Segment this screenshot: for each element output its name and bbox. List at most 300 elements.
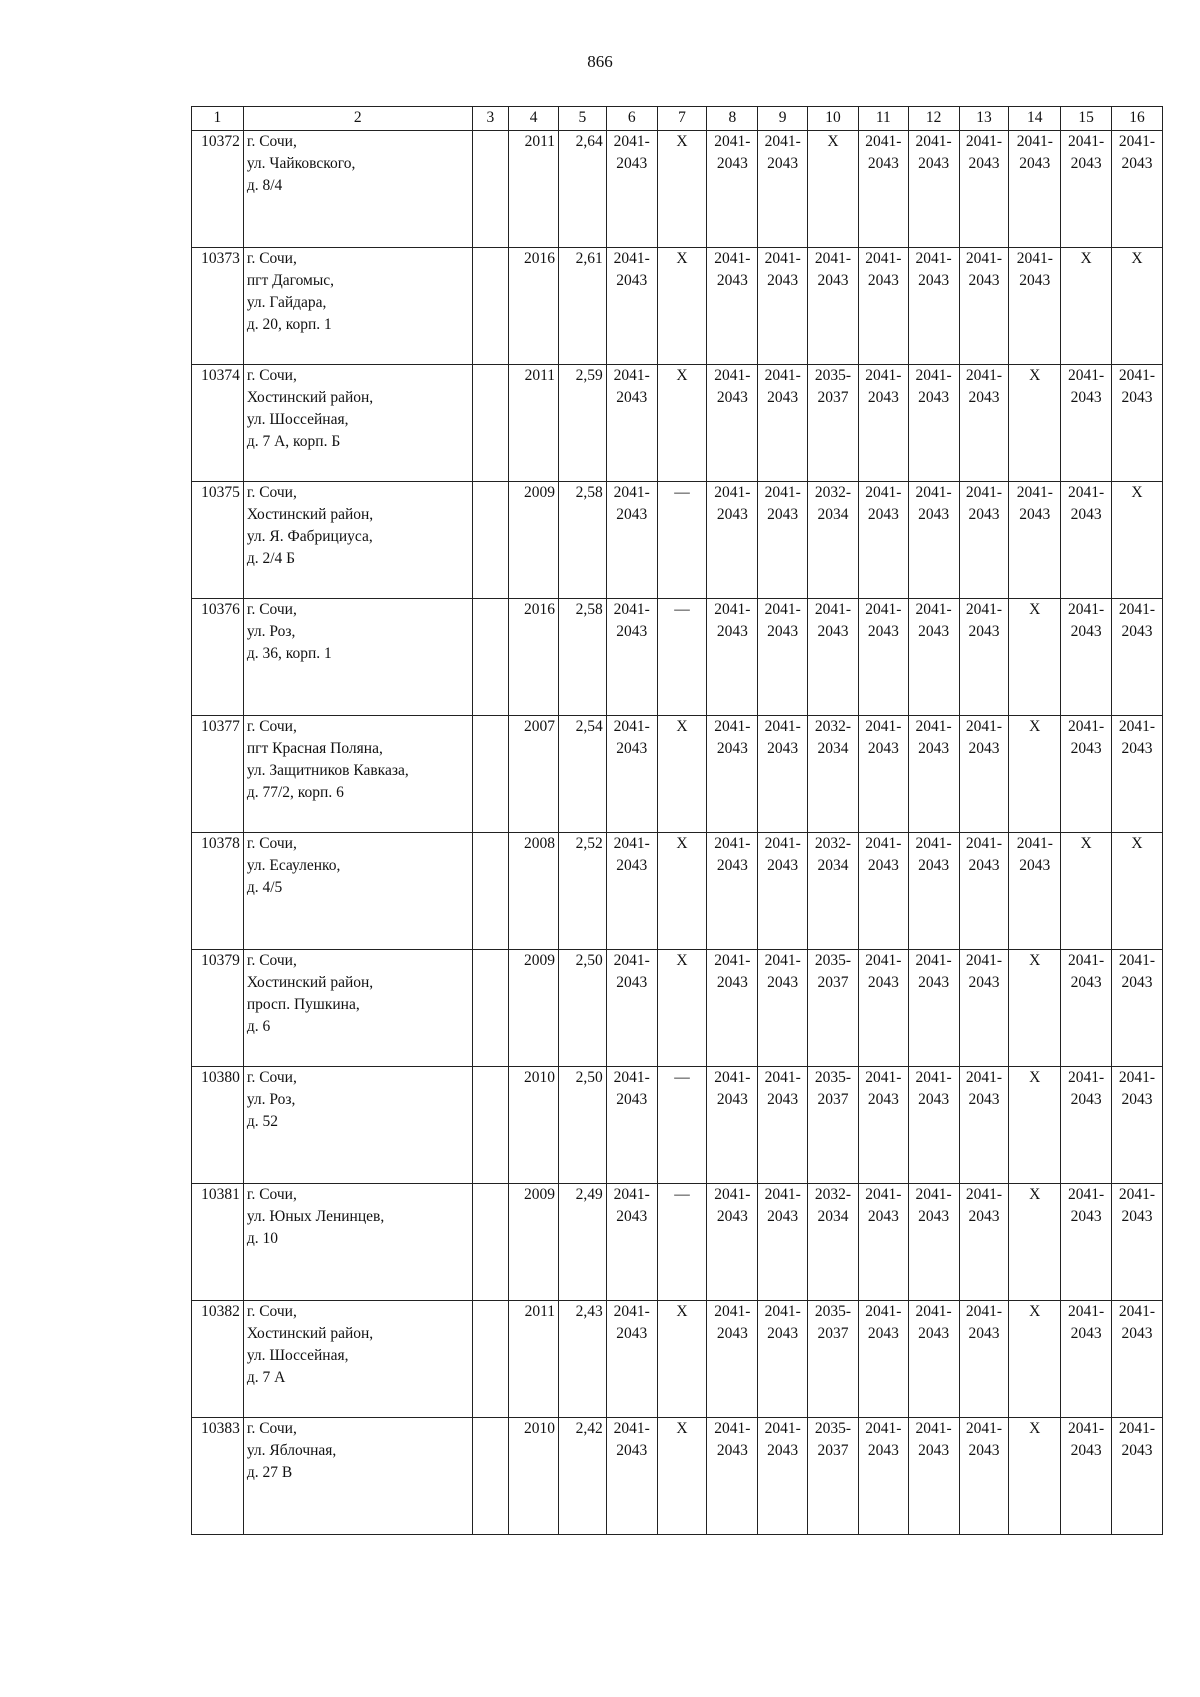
- period-start: 2041-: [915, 1186, 952, 1203]
- period-start: 2041-: [865, 484, 902, 501]
- period-cell: [758, 482, 808, 599]
- period-cell: [758, 833, 808, 950]
- period-end: 2043: [968, 1442, 1000, 1459]
- period-start: X: [1029, 718, 1041, 735]
- period-cell: [1112, 950, 1163, 1067]
- period-start: X: [1029, 367, 1041, 384]
- period-end: 2043: [716, 1091, 748, 1108]
- period-cell: [707, 1418, 758, 1535]
- period-start: 2041-: [965, 484, 1003, 501]
- value-cell: 2,61: [559, 248, 607, 365]
- period-cell: [1112, 1418, 1163, 1535]
- row-id-cell: 10383: [192, 1418, 244, 1535]
- period-cell: [1009, 365, 1061, 482]
- period-start: —: [674, 1186, 690, 1203]
- period-cell: [908, 1184, 959, 1301]
- period-end: 2043: [1121, 1442, 1153, 1459]
- period-cell: [707, 131, 758, 248]
- address-line: г. Сочи,: [246, 835, 297, 852]
- column-3-cell: [472, 248, 509, 365]
- column-header-9: 9: [758, 107, 808, 131]
- period-cell: [606, 131, 657, 248]
- value-cell: 2,49: [559, 1184, 607, 1301]
- period-start: 2041-: [865, 835, 902, 852]
- period-cell: [1009, 248, 1061, 365]
- period-cell: [758, 131, 808, 248]
- period-start: 2041-: [714, 1069, 751, 1086]
- address-line: г. Сочи,: [246, 1186, 297, 1203]
- period-end: 2043: [1121, 974, 1153, 991]
- period-cell: [657, 1184, 707, 1301]
- period-cell: [1009, 1418, 1061, 1535]
- value-cell: 2,43: [559, 1301, 607, 1418]
- period-cell: [707, 482, 758, 599]
- period-end: 2043: [716, 623, 748, 640]
- period-start: X: [676, 250, 688, 267]
- period-cell: [908, 365, 959, 482]
- period-start: 2041-: [1118, 133, 1156, 150]
- period-start: 2041-: [613, 952, 650, 969]
- period-end: 2043: [716, 272, 748, 289]
- table-row: [192, 365, 1163, 482]
- column-header-6: 6: [606, 107, 657, 131]
- period-cell: [707, 716, 758, 833]
- period-end: 2043: [918, 740, 950, 757]
- column-header-1: 1: [192, 107, 244, 131]
- address-cell: [243, 1418, 472, 1535]
- column-3-cell: [472, 599, 509, 716]
- period-start: 2041-: [1068, 367, 1105, 384]
- period-start: 2041-: [714, 718, 751, 735]
- period-cell: [758, 599, 808, 716]
- period-start: X: [676, 133, 688, 150]
- value-cell: 2,64: [559, 131, 607, 248]
- period-cell: [858, 131, 908, 248]
- table-row: [192, 1301, 1163, 1418]
- period-start: 2041-: [1068, 484, 1105, 501]
- period-start: 2041-: [865, 367, 902, 384]
- address-cell: [243, 950, 472, 1067]
- address-line: д. 6: [246, 1018, 271, 1035]
- period-end: 2043: [1121, 740, 1153, 757]
- period-cell: [858, 1418, 908, 1535]
- period-start: 2041-: [965, 835, 1003, 852]
- period-cell: [1061, 1067, 1112, 1184]
- period-start: 2041-: [915, 718, 952, 735]
- period-end: 2043: [968, 974, 1000, 991]
- period-start: 2041-: [1068, 1420, 1105, 1437]
- period-start: 2041-: [865, 1069, 902, 1086]
- period-cell: [858, 833, 908, 950]
- period-end: 2043: [1070, 740, 1102, 757]
- period-cell: [1112, 599, 1163, 716]
- period-end: 2043: [968, 272, 1000, 289]
- column-header-16: 16: [1112, 107, 1163, 131]
- period-end: 2034: [817, 740, 849, 757]
- period-cell: [808, 131, 859, 248]
- period-start: 2041-: [613, 1186, 650, 1203]
- period-end: 2043: [716, 506, 748, 523]
- address-line: д. 77/2, корп. 6: [246, 784, 344, 801]
- period-start: —: [674, 484, 690, 501]
- period-cell: [959, 1301, 1009, 1418]
- period-start: X: [1029, 1303, 1041, 1320]
- value-cell: 2,50: [559, 950, 607, 1067]
- period-cell: [1112, 833, 1163, 950]
- period-cell: [858, 599, 908, 716]
- period-start: 2041-: [1118, 1303, 1156, 1320]
- period-start: X: [1131, 835, 1143, 852]
- period-cell: [858, 482, 908, 599]
- row-id-cell: 10379: [192, 950, 244, 1067]
- period-cell: [657, 716, 707, 833]
- period-end: 2043: [918, 389, 950, 406]
- period-cell: [707, 833, 758, 950]
- period-end: 2043: [968, 740, 1000, 757]
- address-line: д. 8/4: [246, 177, 283, 194]
- period-end: 2043: [1019, 857, 1051, 874]
- address-line: г. Сочи,: [246, 601, 297, 618]
- period-end: 2037: [817, 1325, 849, 1342]
- year-cell: 2011: [509, 1301, 559, 1418]
- address-line: д. 27 В: [246, 1464, 293, 1481]
- period-end: 2034: [817, 1208, 849, 1225]
- period-end: 2043: [616, 155, 648, 172]
- column-header-2: 2: [243, 107, 472, 131]
- period-cell: [758, 1418, 808, 1535]
- period-start: 2041-: [714, 952, 751, 969]
- period-start: 2041-: [764, 1186, 801, 1203]
- column-header-15: 15: [1061, 107, 1112, 131]
- period-end: 2043: [968, 506, 1000, 523]
- period-start: 2041-: [1118, 718, 1156, 735]
- period-cell: [858, 1067, 908, 1184]
- address-line: г. Сочи,: [246, 952, 297, 969]
- period-cell: [1009, 1184, 1061, 1301]
- period-cell: [657, 599, 707, 716]
- period-start: 2041-: [965, 1186, 1003, 1203]
- period-end: 2043: [767, 974, 799, 991]
- period-cell: [1112, 482, 1163, 599]
- column-header-7: 7: [657, 107, 707, 131]
- period-cell: [758, 1184, 808, 1301]
- period-start: 2041-: [714, 367, 751, 384]
- period-start: 2041-: [714, 1420, 751, 1437]
- period-cell: [808, 482, 859, 599]
- period-end: 2043: [616, 1442, 648, 1459]
- address-line: д. 7 А: [246, 1369, 286, 1386]
- period-start: 2041-: [764, 835, 801, 852]
- period-start: 2035-: [814, 952, 852, 969]
- period-cell: [1009, 131, 1061, 248]
- period-cell: [808, 950, 859, 1067]
- period-start: 2041-: [965, 952, 1003, 969]
- period-cell: [1061, 1184, 1112, 1301]
- period-start: 2041-: [865, 250, 902, 267]
- period-cell: [1112, 716, 1163, 833]
- column-header-5: 5: [559, 107, 607, 131]
- period-cell: [908, 950, 959, 1067]
- period-end: 2043: [1070, 623, 1102, 640]
- address-cell: [243, 248, 472, 365]
- period-end: 2043: [968, 1325, 1000, 1342]
- period-start: 2041-: [714, 601, 751, 618]
- address-line: Хостинский район,: [246, 389, 374, 406]
- period-cell: [908, 248, 959, 365]
- period-cell: [1009, 599, 1061, 716]
- period-start: 2041-: [1118, 367, 1156, 384]
- period-cell: [959, 1067, 1009, 1184]
- period-cell: [808, 599, 859, 716]
- table-row: [192, 131, 1163, 248]
- period-end: 2043: [616, 857, 648, 874]
- column-3-cell: [472, 950, 509, 1067]
- period-cell: [858, 248, 908, 365]
- period-cell: [606, 365, 657, 482]
- period-cell: [606, 248, 657, 365]
- period-end: 2043: [968, 389, 1000, 406]
- period-start: 2041-: [915, 835, 952, 852]
- period-cell: [1112, 1184, 1163, 1301]
- period-start: 2041-: [1068, 718, 1105, 735]
- period-end: 2043: [1121, 1208, 1153, 1225]
- period-end: 2043: [1070, 974, 1102, 991]
- column-header-11: 11: [858, 107, 908, 131]
- column-3-cell: [472, 1067, 509, 1184]
- table-row: [192, 1418, 1163, 1535]
- period-end: 2043: [968, 623, 1000, 640]
- period-end: 2043: [767, 1091, 799, 1108]
- period-start: X: [676, 718, 688, 735]
- period-cell: [959, 365, 1009, 482]
- table-header-row: [192, 107, 1163, 131]
- period-start: 2041-: [613, 367, 650, 384]
- period-start: 2041-: [865, 133, 902, 150]
- address-line: ул. Шоссейная,: [246, 1347, 349, 1364]
- period-end: 2034: [817, 857, 849, 874]
- period-end: 2043: [817, 623, 849, 640]
- period-start: 2035-: [814, 1069, 852, 1086]
- period-cell: [758, 1301, 808, 1418]
- address-line: ул. Роз,: [246, 1091, 296, 1108]
- year-cell: 2011: [509, 131, 559, 248]
- period-end: 2043: [1070, 1091, 1102, 1108]
- period-cell: [606, 1301, 657, 1418]
- period-cell: [1061, 131, 1112, 248]
- period-cell: [758, 365, 808, 482]
- period-start: 2041-: [814, 601, 852, 618]
- period-cell: [808, 716, 859, 833]
- period-cell: [707, 1067, 758, 1184]
- table-row: [192, 1067, 1163, 1184]
- address-line: просп. Пушкина,: [246, 996, 360, 1013]
- period-end: 2043: [918, 623, 950, 640]
- address-line: ул. Есауленко,: [246, 857, 341, 874]
- period-start: 2041-: [764, 952, 801, 969]
- period-cell: [657, 1301, 707, 1418]
- period-end: 2043: [867, 155, 899, 172]
- period-cell: [606, 716, 657, 833]
- period-start: 2041-: [915, 133, 952, 150]
- period-end: 2043: [767, 272, 799, 289]
- period-start: 2041-: [1016, 484, 1053, 501]
- period-end: 2034: [817, 506, 849, 523]
- table-row: [192, 599, 1163, 716]
- period-end: 2043: [918, 1442, 950, 1459]
- period-end: 2043: [616, 974, 648, 991]
- period-start: 2041-: [965, 601, 1003, 618]
- period-start: X: [676, 1420, 688, 1437]
- period-start: 2041-: [865, 1303, 902, 1320]
- period-cell: [1061, 1301, 1112, 1418]
- period-end: 2037: [817, 1442, 849, 1459]
- value-cell: 2,54: [559, 716, 607, 833]
- period-cell: [858, 716, 908, 833]
- year-cell: 2009: [509, 950, 559, 1067]
- period-cell: [808, 833, 859, 950]
- period-start: 2041-: [764, 250, 801, 267]
- address-cell: [243, 833, 472, 950]
- row-id-cell: 10377: [192, 716, 244, 833]
- column-header-3: 3: [472, 107, 509, 131]
- period-cell: [707, 365, 758, 482]
- period-end: 2043: [767, 155, 799, 172]
- period-end: 2043: [867, 974, 899, 991]
- period-start: 2041-: [1118, 1069, 1156, 1086]
- address-cell: [243, 1067, 472, 1184]
- period-cell: [858, 1301, 908, 1418]
- period-end: 2037: [817, 974, 849, 991]
- year-cell: 2009: [509, 482, 559, 599]
- period-end: 2043: [716, 740, 748, 757]
- period-start: X: [1029, 601, 1041, 618]
- row-id-cell: 10374: [192, 365, 244, 482]
- period-end: 2043: [867, 857, 899, 874]
- period-start: X: [1080, 835, 1092, 852]
- period-cell: [959, 1184, 1009, 1301]
- period-start: 2041-: [764, 1303, 801, 1320]
- table-row: [192, 716, 1163, 833]
- period-end: 2043: [767, 1208, 799, 1225]
- period-end: 2043: [968, 857, 1000, 874]
- period-end: 2043: [616, 740, 648, 757]
- period-start: 2041-: [613, 1303, 650, 1320]
- row-id-cell: 10380: [192, 1067, 244, 1184]
- period-start: —: [674, 601, 690, 618]
- period-end: 2043: [1121, 1325, 1153, 1342]
- address-line: пгт Красная Поляна,: [246, 740, 383, 757]
- address-cell: [243, 482, 472, 599]
- address-line: г. Сочи,: [246, 1069, 297, 1086]
- period-cell: [657, 248, 707, 365]
- period-start: 2041-: [613, 133, 650, 150]
- period-start: 2041-: [965, 250, 1003, 267]
- year-cell: 2016: [509, 248, 559, 365]
- period-cell: [1061, 248, 1112, 365]
- period-cell: [707, 1301, 758, 1418]
- period-cell: [959, 131, 1009, 248]
- period-end: 2043: [1121, 623, 1153, 640]
- period-cell: [606, 599, 657, 716]
- row-id-cell: 10382: [192, 1301, 244, 1418]
- column-3-cell: [472, 482, 509, 599]
- period-end: 2043: [1070, 1325, 1102, 1342]
- address-line: ул. Я. Фабрициуса,: [246, 528, 373, 545]
- address-line: Хостинский район,: [246, 974, 374, 991]
- period-end: 2043: [867, 623, 899, 640]
- period-start: 2041-: [965, 367, 1003, 384]
- period-start: 2041-: [915, 1420, 952, 1437]
- column-header-14: 14: [1009, 107, 1061, 131]
- address-cell: [243, 599, 472, 716]
- value-cell: 2,58: [559, 482, 607, 599]
- period-end: 2043: [716, 1325, 748, 1342]
- column-3-cell: [472, 131, 509, 248]
- period-start: X: [1029, 1069, 1041, 1086]
- period-end: 2043: [867, 1208, 899, 1225]
- period-start: 2041-: [965, 133, 1003, 150]
- period-cell: [758, 248, 808, 365]
- table-body: [192, 131, 1163, 1535]
- period-end: 2043: [716, 857, 748, 874]
- period-cell: [959, 599, 1009, 716]
- period-start: 2041-: [915, 601, 952, 618]
- year-cell: 2009: [509, 1184, 559, 1301]
- period-start: 2041-: [1068, 1069, 1105, 1086]
- period-cell: [1112, 131, 1163, 248]
- address-cell: [243, 1184, 472, 1301]
- period-cell: [657, 1418, 707, 1535]
- row-id-cell: 10376: [192, 599, 244, 716]
- period-end: 2043: [968, 1208, 1000, 1225]
- period-cell: [908, 1301, 959, 1418]
- period-end: 2043: [918, 1325, 950, 1342]
- period-start: X: [1029, 952, 1041, 969]
- period-cell: [657, 365, 707, 482]
- period-cell: [1061, 1418, 1112, 1535]
- period-cell: [1009, 950, 1061, 1067]
- period-end: 2037: [817, 1091, 849, 1108]
- period-end: 2043: [616, 1325, 648, 1342]
- period-end: 2037: [817, 389, 849, 406]
- period-cell: [808, 1067, 859, 1184]
- period-cell: [1009, 482, 1061, 599]
- period-end: 2043: [716, 155, 748, 172]
- period-end: 2043: [767, 389, 799, 406]
- period-end: 2043: [1121, 389, 1153, 406]
- period-start: 2041-: [714, 133, 751, 150]
- period-end: 2043: [616, 1208, 648, 1225]
- address-line: г. Сочи,: [246, 367, 297, 384]
- period-start: X: [1131, 250, 1143, 267]
- period-end: 2043: [867, 740, 899, 757]
- column-3-cell: [472, 833, 509, 950]
- row-id-cell: 10375: [192, 482, 244, 599]
- period-start: X: [676, 1303, 688, 1320]
- period-cell: [707, 599, 758, 716]
- period-start: 2041-: [865, 1420, 902, 1437]
- period-end: 2043: [918, 1091, 950, 1108]
- period-end: 2043: [616, 623, 648, 640]
- period-end: 2043: [767, 1442, 799, 1459]
- period-start: 2035-: [814, 367, 852, 384]
- period-cell: [606, 950, 657, 1067]
- period-cell: [808, 365, 859, 482]
- address-line: г. Сочи,: [246, 718, 297, 735]
- period-end: 2043: [867, 1091, 899, 1108]
- address-line: г. Сочи,: [246, 484, 297, 501]
- period-start: 2041-: [714, 1186, 751, 1203]
